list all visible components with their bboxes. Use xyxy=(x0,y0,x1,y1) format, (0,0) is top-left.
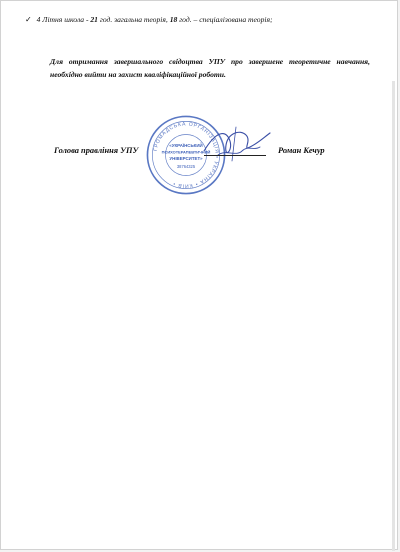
text-general: год. загальна теорія, xyxy=(97,15,170,24)
page-edge-shadow xyxy=(392,81,395,551)
bullet-prefix: 4 Літня школа - xyxy=(36,15,91,24)
seal-code: 38764325 xyxy=(176,164,196,170)
seal-line-3: УНІВЕРСИТЕТ» xyxy=(169,155,203,161)
hours-special: 18 xyxy=(169,15,178,24)
text-special: год. – спеціалізована теорія; xyxy=(177,15,273,24)
check-mark-icon: ✓ xyxy=(25,15,32,24)
seal-line-1: «УКРАЇНСЬКИЙ xyxy=(169,142,203,148)
hours-general: 21 xyxy=(90,15,98,24)
bullet-item xyxy=(25,15,375,24)
signature-line xyxy=(204,155,266,156)
handwritten-signature xyxy=(196,121,276,169)
seal-line-2: ПСИХОТЕРАПЕВТИЧНИЙ xyxy=(161,149,211,155)
position-label: Голова правління УПУ xyxy=(54,146,139,155)
signer-name: Роман Кечур xyxy=(278,146,325,155)
svg-text:ГРОМАДСЬКА ОРГАНІЗАЦІЯ • УКРАЇ: ГРОМАДСЬКА ОРГАНІЗАЦІЯ • УКРАЇНА • КИЇВ • xyxy=(152,121,220,189)
final-note: Для отримання завершального свідоцтва УПУ про завершене теоретичне навчання, необхідно вийти на захист кваліфікаційної роботи. xyxy=(50,57,370,79)
